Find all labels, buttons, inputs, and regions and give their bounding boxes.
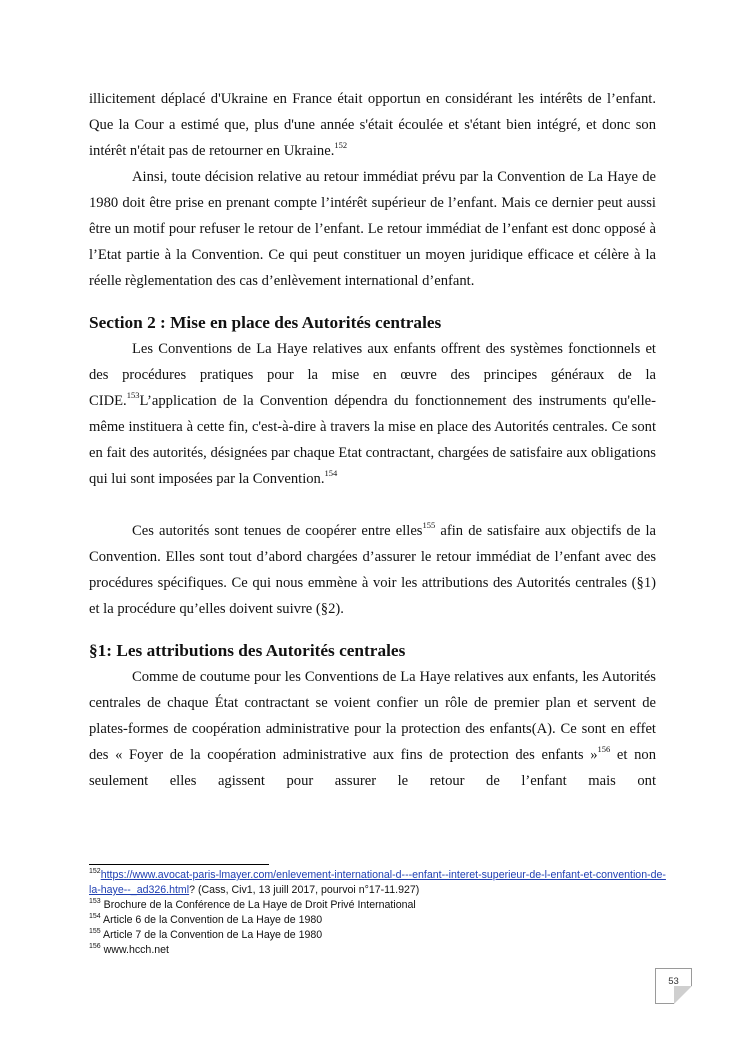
page-fold-corner (674, 986, 692, 1004)
page-number-box (655, 968, 692, 1004)
footnote-ref-156[interactable]: 156 (597, 744, 611, 755)
body-text (89, 86, 656, 794)
footnote-154: $^{154}$ Article 6 de la Convention de La Haye de 1980 (89, 913, 323, 926)
subsection-heading: §1: Les attributions des Autorités centrales (89, 641, 406, 660)
footnote-ref-155[interactable]: 155 (422, 520, 436, 531)
paragraph-4: Ces autorités sont tenues de coopérer entre elles$^{155}$ afin de satisfaire aux objectifs de la Convention. Elles sont tout d’abord chargées d’assurer le retour immédiat de l’enfant avec des procédures spécifiques. Ce qui nous emmène à voir les attributions des Autorités centrales (§1) et la procédure qu’elles doivent suivre (§2). (89, 520, 656, 617)
footnote-separator (89, 864, 269, 865)
page-number: 53 (668, 976, 679, 987)
footnote-ref-153[interactable]: 153 (126, 390, 140, 401)
paragraph-5: Comme de coutume pour les Conventions de La Haye relatives aux enfants, les Autorités centrales de chaque État contractant se voient confier un rôle de premier plan et servent de plates-formes de coopération administrative pour la protection des enfants(A). Ce sont en effet des « Foyer de la coopération administrative aux fins de protection des enfants »$^{156}$ et non seulement elles agissent pour assurer le retour de l’enfant mais ont (89, 669, 656, 789)
footnote-155: $^{155}$ Article 7 de la Convention de La Haye de 1980 (89, 928, 323, 941)
footnote-link[interactable]: https://www.avocat-paris-lmayer.com/enlevement-international-d---enfant--interet-superieur-de-l-enfant-et-convention-de-la-haye--_ad326.html (89, 869, 666, 896)
footnote-152: $^{152}$https://www.avocat-paris-lmayer.com/enlevement-international-d---enfant--interet-superieur-de-l-enfant-et-convention-de-la-haye--_ad326.html? (Cass, Civ1, 13 juill 2017, pourvoi n°17-11.927) (89, 868, 666, 896)
paragraph-1: illicitement déplacé d'Ukraine en France était opportun en considérant les intérêts de l’enfant. Que la Cour a estimé que, plus d'une année s'était écoulée et s'étant bien intégré, et donc son intérêt n'était pas de retourner en Ukraine.$^{152}$ (89, 91, 656, 159)
footnote-ref-154[interactable]: 154 (324, 468, 338, 479)
footnotes (89, 868, 669, 958)
section-heading: Section 2 : Mise en place des Autorités centrales (89, 313, 442, 332)
footnote-156: $^{156}$ www.hcch.net (89, 943, 169, 956)
footnote-153: $^{153}$ Brochure de la Conférence de La Haye de Droit Privé International (89, 898, 416, 911)
paragraph-3: Les Conventions de La Haye relatives aux enfants offrent des systèmes fonctionnels et des procédures pratiques pour la mise en œuvre des principes généraux de la CIDE.$^{153}$L’application de la Convention dépendra du fonctionnement des instruments qu'elle-même instituera à cette fin, c'est-à-dire à travers la mise en place des Autorités centrales. Ce sont en fait des autorités, désignées par chaque Etat contractant, chargées de satisfaire aux obligations qui lui sont imposées par la Convention.$^{154}$ (89, 341, 656, 487)
footnote-ref-152[interactable]: 152 (334, 140, 348, 151)
paragraph-2: Ainsi, toute décision relative au retour immédiat prévu par la Convention de La Haye de 1980 doit être prise en prenant compte l’intérêt supérieur de l’enfant. Mais ce dernier peut aussi être un motif pour refuser le retour de l’enfant. Le retour immédiat de l’enfant est donc opposé à l’Etat partie à la Convention. Ce qui peut constituer un moyen juridique efficace et célère à la réelle règlementation des cas d’enlèvement international d’enfant. (89, 169, 656, 289)
